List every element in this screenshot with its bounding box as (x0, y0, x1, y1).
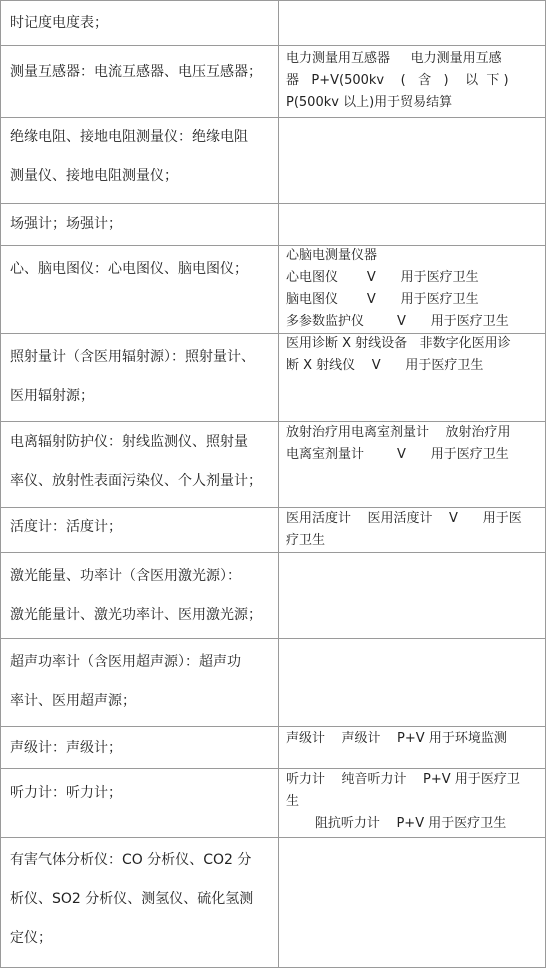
cell-text: 心、脑电图仪：心电图仪、脑电图仪； (10, 261, 248, 277)
cell-text: 断 X 射线仪 V 用于医疗卫生 (286, 358, 484, 373)
table-cell-category (0, 422, 278, 507)
cell-text: 电力测量用互感器 电力测量用互感 (286, 51, 502, 66)
table-cell-detail (278, 838, 546, 967)
table-cell-category (0, 1, 278, 45)
table-row (0, 638, 546, 726)
cell-text: 医用辐射源； (10, 388, 94, 404)
table-cell-detail (278, 1, 546, 45)
table-row (0, 837, 546, 968)
table-row (0, 245, 546, 333)
cell-text: 心脑电测量仪器 (286, 248, 378, 263)
table-cell-detail (278, 727, 546, 768)
cell-text: 测量互感器：电流互感器、电压互感器； (10, 64, 262, 80)
cell-text: 有害气体分析仪：CO 分析仪、CO2 分 (10, 852, 252, 868)
cell-text: 生 (286, 794, 300, 809)
table-cell-category (0, 639, 278, 726)
cell-text: 心电图仪 V 用于医疗卫生 (286, 270, 479, 285)
cell-text: 超声功率计（含医用超声源）：超声功 (10, 654, 241, 670)
cell-text: 时记度电度表； (10, 15, 108, 31)
cell-text: 疗卫生 (286, 533, 326, 548)
table-cell-category (0, 553, 278, 638)
cell-text: 定仪； (10, 930, 52, 946)
cell-text: 率仪、放射性表面污染仪、个人剂量计； (10, 473, 262, 489)
table-row (0, 117, 546, 203)
cell-text: 场强计；场强计； (10, 216, 122, 232)
table-cell-category (0, 204, 278, 245)
table-row (0, 45, 546, 117)
table-row (0, 333, 546, 421)
table-cell-detail (278, 769, 546, 837)
cell-text: 多参数监护仪 V 用于医疗卫生 (286, 314, 509, 329)
cell-text: 阻抗听力计 P+V 用于医疗卫生 (286, 816, 507, 831)
table-cell-category (0, 838, 278, 967)
cell-text: P(500kv 以上)用于贸易结算 (286, 95, 453, 110)
table-row (0, 552, 546, 638)
table-cell-detail (278, 46, 546, 117)
table-cell-detail (278, 334, 546, 421)
table-cell-detail (278, 422, 546, 507)
cell-text: 医用诊断 X 射线设备 非数字化医用诊 (286, 336, 511, 351)
table-cell-category (0, 46, 278, 117)
cell-text: 活度计：活度计； (10, 519, 122, 535)
cell-text: 医用活度计 医用活度计 V 用于医 (286, 511, 522, 526)
cell-text: 激光能量计、激光功率计、医用激光源； (10, 607, 262, 623)
table-cell-detail (278, 553, 546, 638)
table-cell-detail (278, 118, 546, 203)
table-cell-detail (278, 508, 546, 552)
cell-text: 器 P+V(500kv ( 含 ) 以 下 ) (286, 73, 509, 88)
cell-text: 听力计：听力计； (10, 785, 122, 801)
table-row (0, 768, 546, 837)
table-row (0, 507, 546, 552)
cell-text: 电离辐射防护仪：射线监测仪、照射量 (10, 434, 248, 450)
cell-text: 声级计 声级计 P+V 用于环境监测 (286, 731, 507, 746)
table-cell-detail (278, 204, 546, 245)
cell-text: 绝缘电阻、接地电阻测量仪：绝缘电阻 (10, 129, 248, 145)
table-row (0, 203, 546, 245)
cell-text: 测量仪、接地电阻测量仪； (10, 168, 178, 184)
table-cell-category (0, 118, 278, 203)
table-cell-category (0, 508, 278, 552)
cell-text: 率计、医用超声源； (10, 693, 136, 709)
table-cell-category (0, 334, 278, 421)
cell-text: 析仪、SO2 分析仪、测氢仪、硫化氢测 (10, 891, 254, 907)
cell-text: 脑电图仪 V 用于医疗卫生 (286, 292, 479, 307)
table-cell-category (0, 727, 278, 768)
cell-text: 声级计：声级计； (10, 740, 122, 756)
cell-text: 照射量计（含医用辐射源）：照射量计、 (10, 349, 255, 365)
cell-text: 激光能量、功率计（含医用激光源）： (10, 568, 241, 584)
table-cell-category (0, 769, 278, 837)
table-row (0, 726, 546, 768)
cell-text: 放射治疗用电离室剂量计 放射治疗用 (286, 425, 511, 440)
table-row (0, 0, 546, 45)
table-row (0, 421, 546, 507)
cell-text: 电离室剂量计 V 用于医疗卫生 (286, 447, 509, 462)
table-cell-category (0, 246, 278, 333)
table-cell-detail (278, 639, 546, 726)
table-cell-detail (278, 246, 546, 333)
cell-text: 听力计 纯音听力计 P+V 用于医疗卫 (286, 772, 520, 787)
